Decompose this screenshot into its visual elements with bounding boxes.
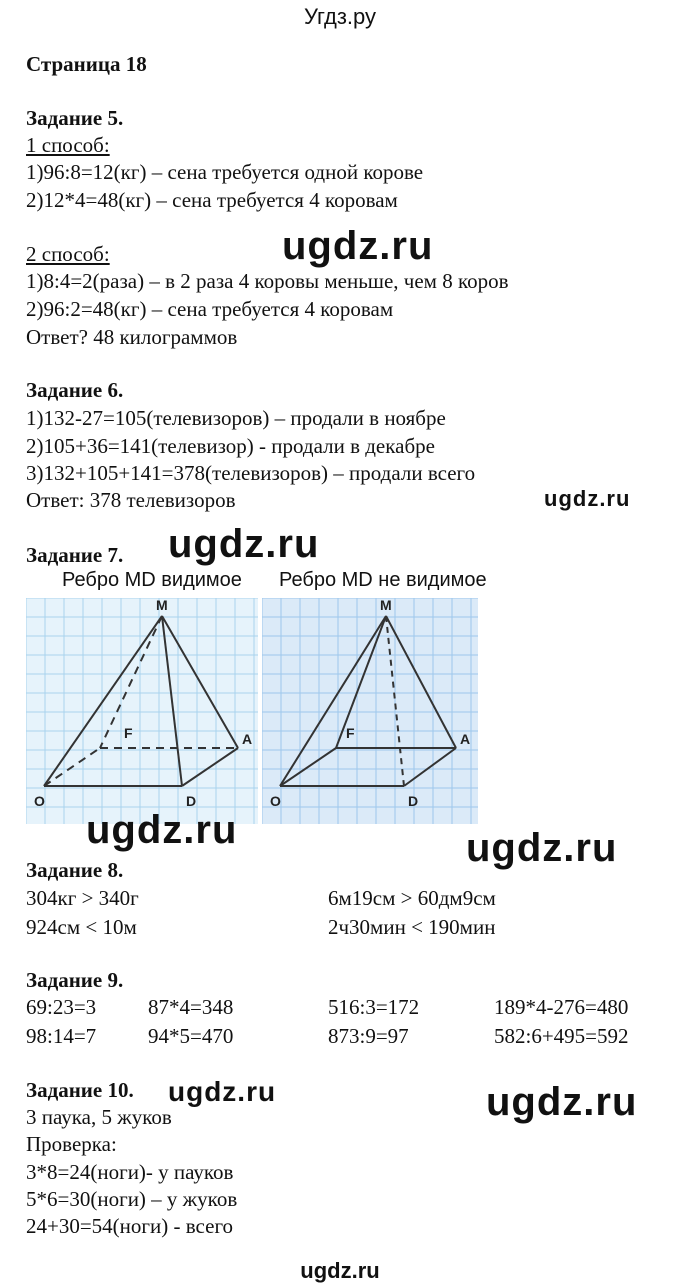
task6-line1: 1)132-27=105(телевизоров) – продали в ноябре [26,406,446,430]
task10-line2: 3*8=24(ноги)- у пауков [26,1160,234,1184]
watermark: ugdz.ru [486,1080,638,1124]
vertex-a-label: A [242,731,253,747]
task7-caption-left: Ребро MD видимое [62,569,242,591]
pyramid-figure-left [26,598,258,824]
grid-background [26,598,258,824]
page-heading: Страница 18 [26,52,147,76]
watermark: ugdz.ru [282,224,434,268]
vertex-f-label: F [124,725,133,741]
task10-line3: 5*6=30(ноги) – у жуков [26,1187,238,1211]
task8-r1c2: 6м19см > 60дм9см [328,886,496,910]
watermark: ugdz.ru [466,826,618,870]
vertex-d-label: D [186,793,197,809]
task8-title: Задание 8. [26,858,124,882]
vertex-o-label: O [270,793,281,809]
task5-m1-line2: 2)12*4=48(кг) – сена требуется 4 коровам [26,188,398,212]
task5-m2-line2: 2)96:2=48(кг) – сена требуется 4 коровам [26,297,394,321]
task5-method2-label: 2 способ: [26,242,110,266]
footer-watermark: ugdz.ru [300,1258,380,1283]
task9-cell: 98:14=7 [26,1024,97,1048]
task9-cell: 189*4-276=480 [494,995,629,1019]
task8-r2c2: 2ч30мин < 190мин [328,915,496,939]
task6-line3: 3)132+105+141=378(телевизоров) – продали всего [26,461,476,485]
pyramid-figure-right [262,598,478,824]
task9-cell: 516:3=172 [328,995,420,1019]
vertex-d-label: D [408,793,419,809]
task9-cell: 87*4=348 [148,995,234,1019]
task10-title: Задание 10. [26,1078,134,1102]
grid-background [262,598,478,824]
vertex-m-label: M [156,598,168,613]
task5-title: Задание 5. [26,106,124,130]
task9-cell: 582:6+495=592 [494,1024,629,1048]
vertex-m-label: M [380,598,392,613]
task5-answer: Ответ? 48 килограммов [26,325,238,349]
task9-cell: 69:23=3 [26,995,97,1019]
task5-m1-line1: 1)96:8=12(кг) – сена требуется одной корове [26,160,424,184]
watermark: ugdz.ru [168,522,320,566]
watermark: ugdz.ru [86,808,238,852]
watermark: ugdz.ru [168,1076,277,1107]
task8-r1c1: 304кг > 340г [26,886,139,910]
task6-answer: Ответ: 378 телевизоров [26,488,236,512]
task10-line4: 24+30=54(ноги) - всего [26,1214,234,1238]
watermark: ugdz.ru [544,486,631,511]
task9-cell: 94*5=470 [148,1024,234,1048]
vertex-o-label: O [34,793,45,809]
task6-title: Задание 6. [26,378,124,402]
task9-cell: 873:9=97 [328,1024,409,1048]
task5-m2-line1: 1)8:4=2(раза) – в 2 раза 4 коровы меньше, чем 8 коров [26,269,509,293]
task10-check-label: Проверка: [26,1132,117,1156]
task5-method1-label: 1 способ: [26,133,110,157]
task8-r2c1: 924см < 10м [26,915,137,939]
task7-caption-right: Ребро MD не видимое [279,569,487,591]
vertex-f-label: F [346,725,355,741]
task10-line1: 3 паука, 5 жуков [26,1105,172,1129]
task7-title: Задание 7. [26,543,124,567]
site-title: Угдз.ру [303,4,377,29]
task6-line2: 2)105+36=141(телевизор) - продали в декабре [26,434,435,458]
vertex-a-label: A [460,731,471,747]
task9-title: Задание 9. [26,968,124,992]
